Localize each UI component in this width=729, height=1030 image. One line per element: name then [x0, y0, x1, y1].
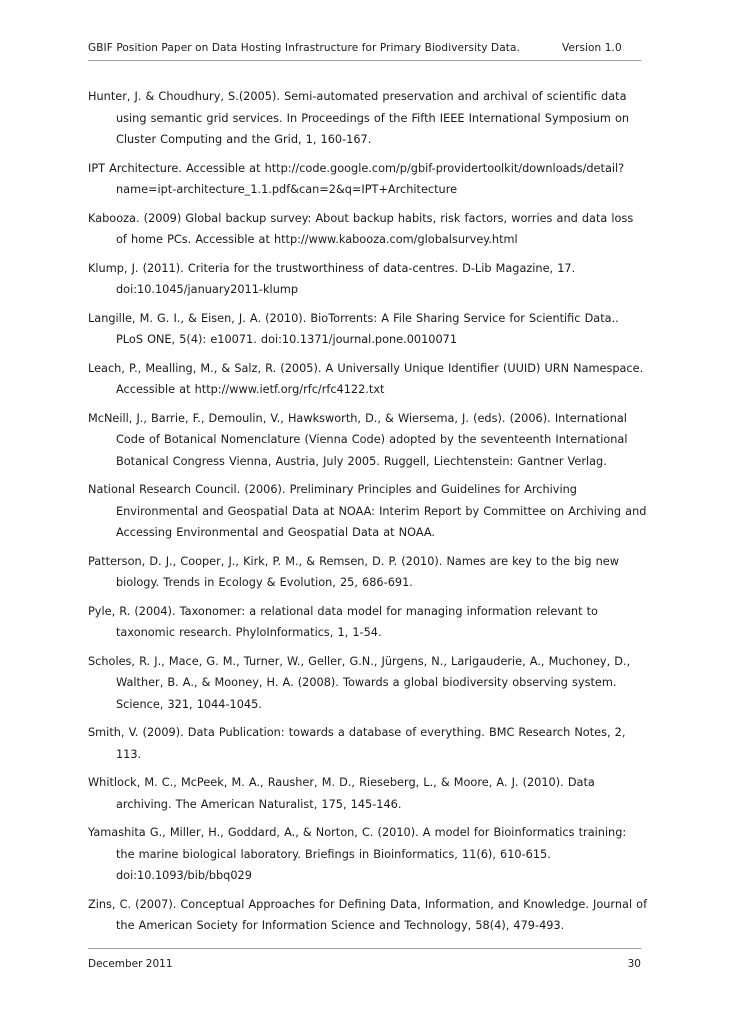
- reference-entry: IPT Architecture. Accessible at http://code.google.com/p/gbif-providertoolkit/downloads/detail?name=ipt-architecture_1.1.pdf&can=2&q=IPT+Architecture: [88, 161, 625, 196]
- reference-entry: Smith, V. (2009). Data Publication: towards a database of everything. BMC Research Notes, 2, 113.: [88, 726, 626, 761]
- reference-entry: Kabooza. (2009) Global backup survey: About backup habits, risk factors, worries and data loss of home PCs. Accessible at http://www.kabooza.com/globalsurvey.html: [88, 211, 634, 246]
- reference-entry: Pyle, R. (2004). Taxonomer: a relational data model for managing information relevant to taxonomic research. PhyloInformatics, 1, 1-54.: [88, 604, 598, 639]
- reference-entry: Patterson, D. J., Cooper, J., Kirk, P. M., & Remsen, D. P. (2010). Names are key to the big new biology. Trends in Ecology & Evolution, 25, 686-691.: [88, 554, 619, 589]
- header-title: GBIF Position Paper on Data Hosting Infrastructure for Primary Biodiversity Data.: [88, 42, 520, 54]
- page-number: 30: [627, 958, 641, 970]
- reference-entry: Whitlock, M. C., McPeek, M. A., Rausher, M. D., Rieseberg, L., & Moore, A. J. (2010). Data archiving. The American Naturalist, 175, 145-146.: [88, 776, 595, 811]
- reference-entry: Langille, M. G. I., & Eisen, J. A. (2010). BioTorrents: A File Sharing Service for Scientific Data.. PLoS ONE, 5(4): e10071. doi:10.1371/journal.pone.0010071: [88, 311, 619, 346]
- reference-entry: Hunter, J. & Choudhury, S.(2005). Semi-automated preservation and archival of scientific data using semantic grid services. In Proceedings of the Fifth IEEE International Symposium on Cluster Computing and the Grid, 1, 160-167.: [88, 90, 630, 146]
- reference-entry: Klump, J. (2011). Criteria for the trustworthiness of data-centres. D-Lib Magazine, 17. doi:10.1045/january2011-klump: [88, 261, 576, 296]
- reference-entry: Scholes, R. J., Mace, G. M., Turner, W., Geller, G.N., Jürgens, N., Larigauderie, A., Muchoney, D., Walther, B. A., & Mooney, H. A. (2008). Towards a global biodiversity observing system. Science, 321, 1044-1045.: [88, 654, 631, 711]
- header-version: Version 1.0: [562, 42, 622, 54]
- reference-entry: Leach, P., Mealling, M., & Salz, R. (2005). A Universally Unique Identifier (UUID) URN Namespace. Accessible at http://www.ietf.org/rfc/rfc4122.txt: [88, 361, 644, 396]
- footer-date: December 2011: [88, 958, 173, 970]
- reference-entry: Zins, C. (2007). Conceptual Approaches for Defining Data, Information, and Knowledge. Journal of the American Society for Information Science and Technology, 58(4), 479-493.: [88, 897, 648, 932]
- header-divider: [88, 60, 641, 61]
- reference-list: [88, 86, 648, 944]
- reference-entry: National Research Council. (2006). Preliminary Principles and Guidelines for Archiving Environmental and Geospatial Data at NOAA: Interim Report by Committee on Archiving and Accessing Environmental and Geospatial Data at NOAA.: [88, 483, 647, 539]
- reference-entry: Yamashita G., Miller, H., Goddard, A., & Norton, C. (2010). A model for Bioinformatics training: the marine biological laboratory. Briefings in Bioinformatics, 11(6), 610-615. doi:10.1093/bib/bbq029: [88, 826, 627, 882]
- footer-divider: [88, 948, 641, 949]
- reference-entry: McNeill, J., Barrie, F., Demoulin, V., Hawksworth, D., & Wiersema, J. (eds). (2006). International Code of Botanical Nomenclature (Vienna Code) adopted by the seventeenth International Botanical Congress Vienna, Austria, July 2005. Ruggell, Liechtenstein: Gantner Verlag.: [88, 411, 628, 468]
